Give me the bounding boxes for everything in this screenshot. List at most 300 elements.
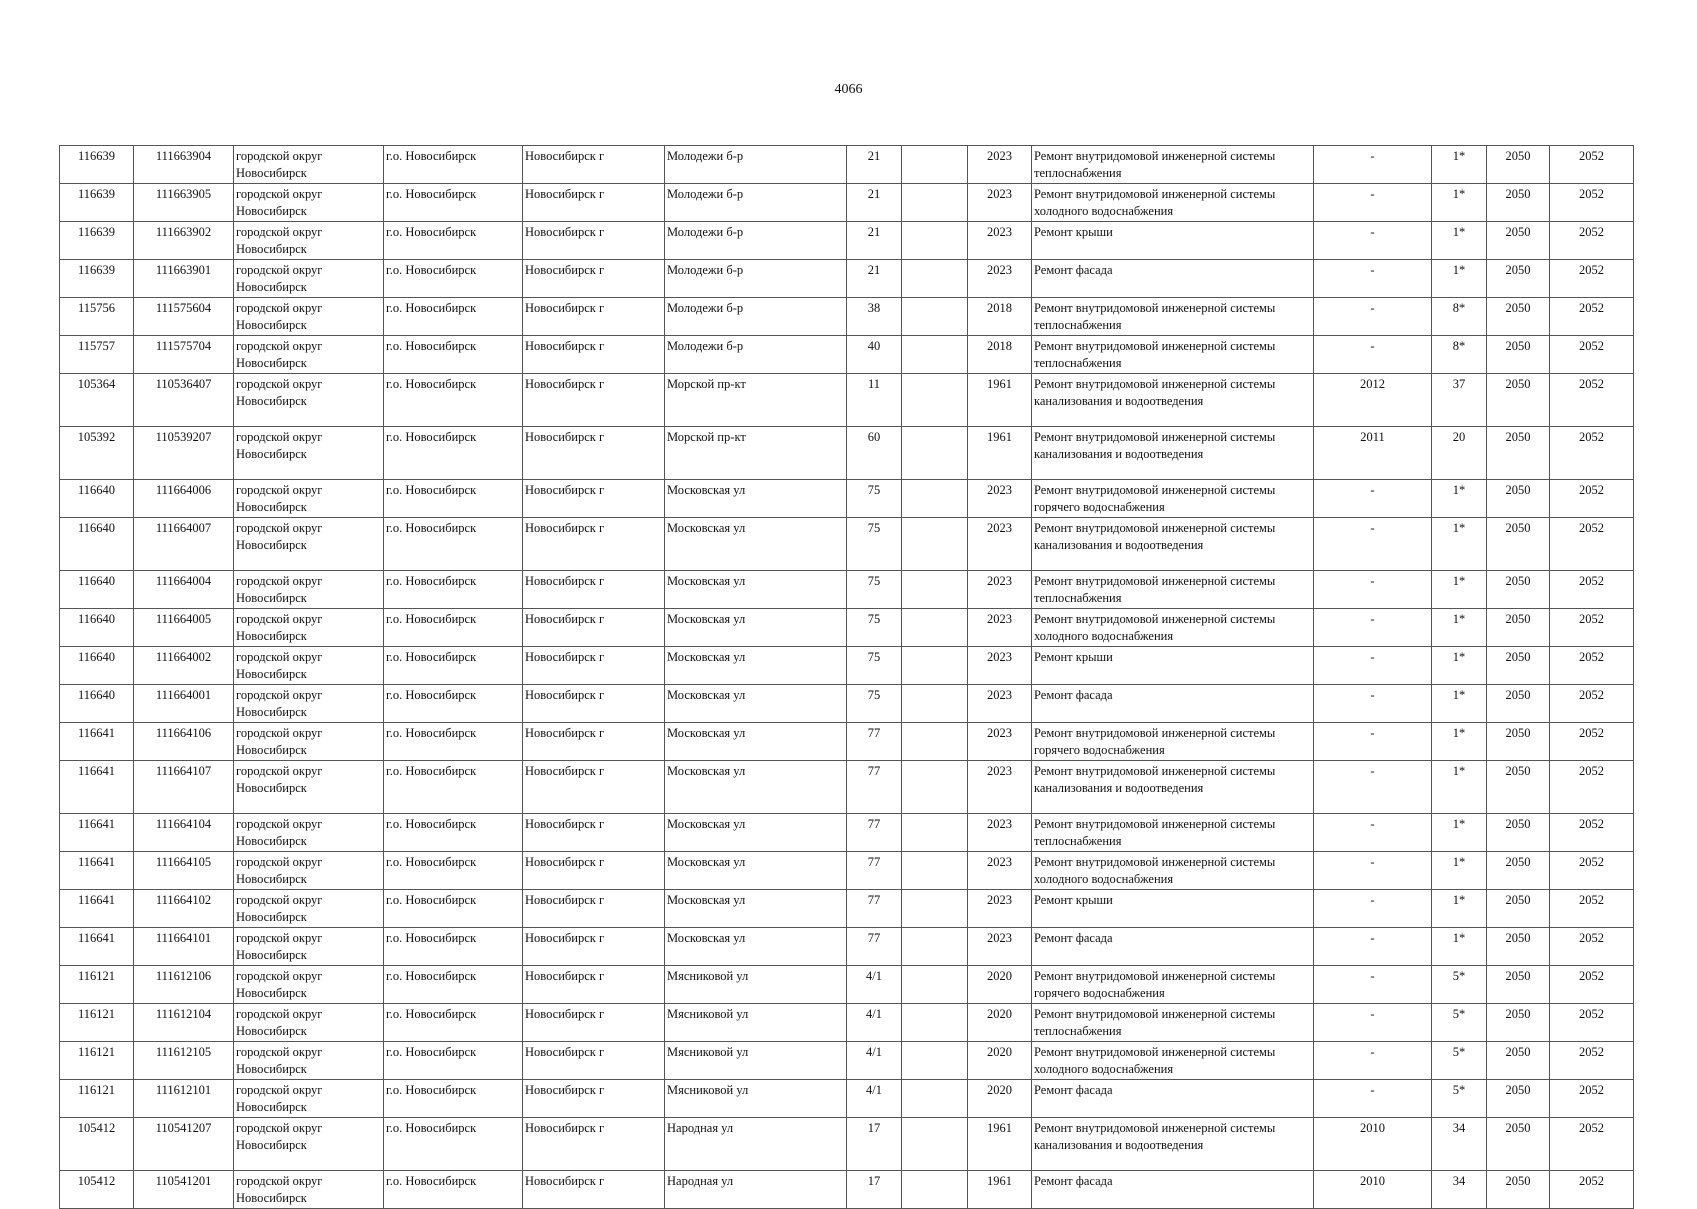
street-cell: Московская ул [665, 685, 847, 723]
district-cell: г.о. Новосибирск [384, 1171, 523, 1209]
district-cell: г.о. Новосибирск [384, 1118, 523, 1171]
year-built-cell: 2023 [968, 571, 1032, 609]
municipality-cell: городской округ Новосибирск [234, 1080, 384, 1118]
house-number-cell: 38 [847, 298, 902, 336]
work-code-cell: 111663902 [134, 222, 234, 260]
building-number-cell [902, 685, 968, 723]
record-id-cell: 116639 [60, 184, 134, 222]
last-repair-year-cell: - [1314, 647, 1432, 685]
street-cell: Московская ул [665, 814, 847, 852]
work-type-cell: Ремонт внутридомовой инженерной системы горячего водоснабжения [1032, 480, 1314, 518]
year-built-cell: 2023 [968, 890, 1032, 928]
year-built-cell: 1961 [968, 374, 1032, 427]
locality-cell: Новосибирск г [523, 723, 665, 761]
house-number-cell: 77 [847, 761, 902, 814]
year-built-cell: 2023 [968, 518, 1032, 571]
house-number-cell: 77 [847, 852, 902, 890]
work-type-cell: Ремонт крыши [1032, 647, 1314, 685]
table-row [60, 1004, 1634, 1042]
building-number-cell [902, 480, 968, 518]
street-cell: Народная ул [665, 1118, 847, 1171]
municipality-cell: городской округ Новосибирск [234, 260, 384, 298]
work-type-cell: Ремонт внутридомовой инженерной системы канализования и водоотведения [1032, 374, 1314, 427]
year-built-cell: 1961 [968, 1118, 1032, 1171]
table-row [60, 298, 1634, 336]
locality-cell: Новосибирск г [523, 518, 665, 571]
work-type-cell: Ремонт внутридомовой инженерной системы канализования и водоотведения [1032, 1118, 1314, 1171]
building-number-cell [902, 1118, 968, 1171]
locality-cell: Новосибирск г [523, 685, 665, 723]
street-cell: Морской пр-кт [665, 427, 847, 480]
wear-value-cell: 1* [1432, 609, 1487, 647]
municipality-cell: городской округ Новосибирск [234, 609, 384, 647]
table-row [60, 518, 1634, 571]
locality-cell: Новосибирск г [523, 336, 665, 374]
work-code-cell: 111664002 [134, 647, 234, 685]
plan-start-year-cell: 2050 [1487, 1171, 1550, 1209]
locality-cell: Новосибирск г [523, 146, 665, 184]
table-row [60, 814, 1634, 852]
year-built-cell: 2023 [968, 685, 1032, 723]
last-repair-year-cell: - [1314, 184, 1432, 222]
building-number-cell [902, 1080, 968, 1118]
municipality-cell: городской округ Новосибирск [234, 571, 384, 609]
municipality-cell: городской округ Новосибирск [234, 336, 384, 374]
street-cell: Московская ул [665, 852, 847, 890]
locality-cell: Новосибирск г [523, 890, 665, 928]
record-id-cell: 116121 [60, 1080, 134, 1118]
building-number-cell [902, 222, 968, 260]
work-type-cell: Ремонт фасада [1032, 685, 1314, 723]
municipality-cell: городской округ Новосибирск [234, 647, 384, 685]
table-row [60, 427, 1634, 480]
plan-start-year-cell: 2050 [1487, 814, 1550, 852]
plan-end-year-cell: 2052 [1550, 1118, 1634, 1171]
plan-end-year-cell: 2052 [1550, 427, 1634, 480]
record-id-cell: 116640 [60, 571, 134, 609]
record-id-cell: 116121 [60, 1042, 134, 1080]
table-row [60, 1171, 1634, 1209]
last-repair-year-cell: - [1314, 571, 1432, 609]
work-code-cell: 111664106 [134, 723, 234, 761]
work-code-cell: 111664102 [134, 890, 234, 928]
building-number-cell [902, 1004, 968, 1042]
year-built-cell: 2023 [968, 814, 1032, 852]
work-type-cell: Ремонт внутридомовой инженерной системы холодного водоснабжения [1032, 609, 1314, 647]
house-number-cell: 75 [847, 685, 902, 723]
house-number-cell: 11 [847, 374, 902, 427]
street-cell: Народная ул [665, 1171, 847, 1209]
page-number: 4066 [834, 82, 863, 97]
wear-value-cell: 34 [1432, 1171, 1487, 1209]
street-cell: Молодежи б-р [665, 146, 847, 184]
locality-cell: Новосибирск г [523, 571, 665, 609]
wear-value-cell: 5* [1432, 1004, 1487, 1042]
work-type-cell: Ремонт внутридомовой инженерной системы теплоснабжения [1032, 814, 1314, 852]
record-id-cell: 116641 [60, 761, 134, 814]
house-number-cell: 40 [847, 336, 902, 374]
building-number-cell [902, 571, 968, 609]
building-number-cell [902, 609, 968, 647]
district-cell: г.о. Новосибирск [384, 647, 523, 685]
year-built-cell: 2023 [968, 609, 1032, 647]
year-built-cell: 2023 [968, 928, 1032, 966]
plan-end-year-cell: 2052 [1550, 723, 1634, 761]
plan-start-year-cell: 2050 [1487, 298, 1550, 336]
table-row [60, 609, 1634, 647]
work-code-cell: 111663904 [134, 146, 234, 184]
year-built-cell: 2020 [968, 1004, 1032, 1042]
plan-start-year-cell: 2050 [1487, 222, 1550, 260]
plan-end-year-cell: 2052 [1550, 480, 1634, 518]
record-id-cell: 115757 [60, 336, 134, 374]
district-cell: г.о. Новосибирск [384, 222, 523, 260]
table-row [60, 966, 1634, 1004]
plan-start-year-cell: 2050 [1487, 647, 1550, 685]
last-repair-year-cell: 2010 [1314, 1118, 1432, 1171]
municipality-cell: городской округ Новосибирск [234, 890, 384, 928]
house-number-cell: 77 [847, 928, 902, 966]
last-repair-year-cell: - [1314, 761, 1432, 814]
plan-end-year-cell: 2052 [1550, 222, 1634, 260]
year-built-cell: 2023 [968, 480, 1032, 518]
record-id-cell: 115756 [60, 298, 134, 336]
plan-start-year-cell: 2050 [1487, 518, 1550, 571]
district-cell: г.о. Новосибирск [384, 685, 523, 723]
district-cell: г.о. Новосибирск [384, 571, 523, 609]
house-number-cell: 77 [847, 890, 902, 928]
table-row [60, 647, 1634, 685]
building-number-cell [902, 260, 968, 298]
building-number-cell [902, 336, 968, 374]
work-type-cell: Ремонт внутридомовой инженерной системы холодного водоснабжения [1032, 1042, 1314, 1080]
work-code-cell: 111664005 [134, 609, 234, 647]
table-row [60, 336, 1634, 374]
record-id-cell: 116641 [60, 928, 134, 966]
district-cell: г.о. Новосибирск [384, 966, 523, 1004]
work-type-cell: Ремонт внутридомовой инженерной системы канализования и водоотведения [1032, 518, 1314, 571]
record-id-cell: 116641 [60, 814, 134, 852]
plan-start-year-cell: 2050 [1487, 427, 1550, 480]
house-number-cell: 60 [847, 427, 902, 480]
house-number-cell: 4/1 [847, 1004, 902, 1042]
wear-value-cell: 34 [1432, 1118, 1487, 1171]
wear-value-cell: 1* [1432, 723, 1487, 761]
work-code-cell: 111575704 [134, 336, 234, 374]
year-built-cell: 2023 [968, 647, 1032, 685]
work-type-cell: Ремонт фасада [1032, 1080, 1314, 1118]
street-cell: Молодежи б-р [665, 298, 847, 336]
street-cell: Молодежи б-р [665, 336, 847, 374]
house-number-cell: 21 [847, 260, 902, 298]
last-repair-year-cell: - [1314, 298, 1432, 336]
record-id-cell: 116640 [60, 685, 134, 723]
building-number-cell [902, 890, 968, 928]
work-type-cell: Ремонт внутридомовой инженерной системы теплоснабжения [1032, 1004, 1314, 1042]
municipality-cell: городской округ Новосибирск [234, 1004, 384, 1042]
house-number-cell: 17 [847, 1118, 902, 1171]
building-number-cell [902, 1042, 968, 1080]
year-built-cell: 2023 [968, 146, 1032, 184]
house-number-cell: 4/1 [847, 1042, 902, 1080]
wear-value-cell: 5* [1432, 966, 1487, 1004]
street-cell: Московская ул [665, 609, 847, 647]
plan-end-year-cell: 2052 [1550, 374, 1634, 427]
work-code-cell: 111664004 [134, 571, 234, 609]
record-id-cell: 116640 [60, 518, 134, 571]
district-cell: г.о. Новосибирск [384, 1080, 523, 1118]
record-id-cell: 116640 [60, 480, 134, 518]
table-row [60, 761, 1634, 814]
last-repair-year-cell: - [1314, 609, 1432, 647]
street-cell: Московская ул [665, 647, 847, 685]
plan-end-year-cell: 2052 [1550, 609, 1634, 647]
last-repair-year-cell: - [1314, 928, 1432, 966]
plan-start-year-cell: 2050 [1487, 928, 1550, 966]
house-number-cell: 4/1 [847, 1080, 902, 1118]
plan-end-year-cell: 2052 [1550, 1042, 1634, 1080]
locality-cell: Новосибирск г [523, 1042, 665, 1080]
house-number-cell: 75 [847, 609, 902, 647]
last-repair-year-cell: - [1314, 480, 1432, 518]
plan-start-year-cell: 2050 [1487, 852, 1550, 890]
work-code-cell: 111664101 [134, 928, 234, 966]
year-built-cell: 2023 [968, 260, 1032, 298]
building-number-cell [902, 852, 968, 890]
street-cell: Московская ул [665, 890, 847, 928]
work-type-cell: Ремонт внутридомовой инженерной системы горячего водоснабжения [1032, 723, 1314, 761]
table-row [60, 1118, 1634, 1171]
building-number-cell [902, 814, 968, 852]
last-repair-year-cell: - [1314, 852, 1432, 890]
record-id-cell: 116639 [60, 146, 134, 184]
year-built-cell: 2018 [968, 298, 1032, 336]
street-cell: Мясниковой ул [665, 1080, 847, 1118]
work-type-cell: Ремонт внутридомовой инженерной системы теплоснабжения [1032, 298, 1314, 336]
wear-value-cell: 37 [1432, 374, 1487, 427]
district-cell: г.о. Новосибирск [384, 814, 523, 852]
municipality-cell: городской округ Новосибирск [234, 184, 384, 222]
plan-end-year-cell: 2052 [1550, 260, 1634, 298]
house-number-cell: 21 [847, 146, 902, 184]
plan-start-year-cell: 2050 [1487, 260, 1550, 298]
house-number-cell: 4/1 [847, 966, 902, 1004]
wear-value-cell: 1* [1432, 222, 1487, 260]
district-cell: г.о. Новосибирск [384, 723, 523, 761]
year-built-cell: 2023 [968, 761, 1032, 814]
year-built-cell: 2023 [968, 184, 1032, 222]
table-row [60, 146, 1634, 184]
table-row [60, 480, 1634, 518]
locality-cell: Новосибирск г [523, 1118, 665, 1171]
plan-end-year-cell: 2052 [1550, 890, 1634, 928]
record-id-cell: 116639 [60, 260, 134, 298]
district-cell: г.о. Новосибирск [384, 761, 523, 814]
municipality-cell: городской округ Новосибирск [234, 427, 384, 480]
work-code-cell: 111664104 [134, 814, 234, 852]
street-cell: Молодежи б-р [665, 260, 847, 298]
district-cell: г.о. Новосибирск [384, 374, 523, 427]
plan-start-year-cell: 2050 [1487, 480, 1550, 518]
table-row [60, 184, 1634, 222]
building-number-cell [902, 647, 968, 685]
wear-value-cell: 1* [1432, 260, 1487, 298]
locality-cell: Новосибирск г [523, 928, 665, 966]
locality-cell: Новосибирск г [523, 427, 665, 480]
wear-value-cell: 1* [1432, 146, 1487, 184]
work-type-cell: Ремонт крыши [1032, 890, 1314, 928]
municipality-cell: городской округ Новосибирск [234, 1118, 384, 1171]
locality-cell: Новосибирск г [523, 260, 665, 298]
table-row [60, 571, 1634, 609]
work-type-cell: Ремонт внутридомовой инженерной системы теплоснабжения [1032, 146, 1314, 184]
plan-start-year-cell: 2050 [1487, 723, 1550, 761]
wear-value-cell: 1* [1432, 518, 1487, 571]
house-number-cell: 77 [847, 723, 902, 761]
plan-start-year-cell: 2050 [1487, 685, 1550, 723]
last-repair-year-cell: - [1314, 222, 1432, 260]
work-code-cell: 111575604 [134, 298, 234, 336]
work-type-cell: Ремонт внутридомовой инженерной системы холодного водоснабжения [1032, 852, 1314, 890]
locality-cell: Новосибирск г [523, 184, 665, 222]
wear-value-cell: 1* [1432, 480, 1487, 518]
municipality-cell: городской округ Новосибирск [234, 723, 384, 761]
year-built-cell: 2023 [968, 723, 1032, 761]
record-id-cell: 105412 [60, 1118, 134, 1171]
building-number-cell [902, 427, 968, 480]
work-code-cell: 111663901 [134, 260, 234, 298]
district-cell: г.о. Новосибирск [384, 852, 523, 890]
work-type-cell: Ремонт фасада [1032, 928, 1314, 966]
work-code-cell: 111664107 [134, 761, 234, 814]
record-id-cell: 116121 [60, 966, 134, 1004]
plan-end-year-cell: 2052 [1550, 761, 1634, 814]
last-repair-year-cell: - [1314, 1042, 1432, 1080]
house-number-cell: 75 [847, 518, 902, 571]
plan-start-year-cell: 2050 [1487, 1004, 1550, 1042]
work-type-cell: Ремонт внутридомовой инженерной системы канализования и водоотведения [1032, 427, 1314, 480]
wear-value-cell: 1* [1432, 685, 1487, 723]
table-row [60, 852, 1634, 890]
building-number-cell [902, 723, 968, 761]
wear-value-cell: 1* [1432, 814, 1487, 852]
work-code-cell: 111612106 [134, 966, 234, 1004]
house-number-cell: 17 [847, 1171, 902, 1209]
street-cell: Московская ул [665, 761, 847, 814]
work-code-cell: 111664006 [134, 480, 234, 518]
plan-end-year-cell: 2052 [1550, 966, 1634, 1004]
record-id-cell: 116640 [60, 609, 134, 647]
locality-cell: Новосибирск г [523, 480, 665, 518]
locality-cell: Новосибирск г [523, 1171, 665, 1209]
year-built-cell: 2020 [968, 1080, 1032, 1118]
last-repair-year-cell: 2011 [1314, 427, 1432, 480]
plan-start-year-cell: 2050 [1487, 966, 1550, 1004]
street-cell: Мясниковой ул [665, 1004, 847, 1042]
locality-cell: Новосибирск г [523, 222, 665, 260]
table-row [60, 1080, 1634, 1118]
record-id-cell: 116121 [60, 1004, 134, 1042]
locality-cell: Новосибирск г [523, 609, 665, 647]
work-type-cell: Ремонт внутридомовой инженерной системы теплоснабжения [1032, 336, 1314, 374]
municipality-cell: городской округ Новосибирск [234, 685, 384, 723]
municipality-cell: городской округ Новосибирск [234, 374, 384, 427]
last-repair-year-cell: 2012 [1314, 374, 1432, 427]
last-repair-year-cell: - [1314, 685, 1432, 723]
locality-cell: Новосибирск г [523, 298, 665, 336]
building-number-cell [902, 966, 968, 1004]
record-id-cell: 116639 [60, 222, 134, 260]
last-repair-year-cell: - [1314, 260, 1432, 298]
repair-registry-table [59, 145, 1634, 1209]
municipality-cell: городской округ Новосибирск [234, 222, 384, 260]
work-type-cell: Ремонт внутридомовой инженерной системы теплоснабжения [1032, 571, 1314, 609]
record-id-cell: 116641 [60, 723, 134, 761]
plan-end-year-cell: 2052 [1550, 647, 1634, 685]
last-repair-year-cell: 2010 [1314, 1171, 1432, 1209]
wear-value-cell: 1* [1432, 928, 1487, 966]
work-type-cell: Ремонт крыши [1032, 222, 1314, 260]
building-number-cell [902, 518, 968, 571]
plan-end-year-cell: 2052 [1550, 1171, 1634, 1209]
plan-start-year-cell: 2050 [1487, 184, 1550, 222]
plan-end-year-cell: 2052 [1550, 518, 1634, 571]
table-row [60, 260, 1634, 298]
locality-cell: Новосибирск г [523, 374, 665, 427]
locality-cell: Новосибирск г [523, 814, 665, 852]
building-number-cell [902, 1171, 968, 1209]
last-repair-year-cell: - [1314, 336, 1432, 374]
record-id-cell: 116640 [60, 647, 134, 685]
table-row [60, 890, 1634, 928]
year-built-cell: 1961 [968, 427, 1032, 480]
wear-value-cell: 5* [1432, 1042, 1487, 1080]
district-cell: г.о. Новосибирск [384, 184, 523, 222]
street-cell: Московская ул [665, 480, 847, 518]
last-repair-year-cell: - [1314, 1080, 1432, 1118]
last-repair-year-cell: - [1314, 146, 1432, 184]
wear-value-cell: 1* [1432, 852, 1487, 890]
house-number-cell: 21 [847, 184, 902, 222]
work-type-cell: Ремонт внутридомовой инженерной системы холодного водоснабжения [1032, 184, 1314, 222]
district-cell: г.о. Новосибирск [384, 336, 523, 374]
work-code-cell: 110539207 [134, 427, 234, 480]
work-code-cell: 110536407 [134, 374, 234, 427]
district-cell: г.о. Новосибирск [384, 928, 523, 966]
table-row [60, 1042, 1634, 1080]
wear-value-cell: 1* [1432, 571, 1487, 609]
municipality-cell: городской округ Новосибирск [234, 1171, 384, 1209]
wear-value-cell: 8* [1432, 336, 1487, 374]
work-type-cell: Ремонт фасада [1032, 1171, 1314, 1209]
last-repair-year-cell: - [1314, 1004, 1432, 1042]
municipality-cell: городской округ Новосибирск [234, 814, 384, 852]
work-type-cell: Ремонт внутридомовой инженерной системы горячего водоснабжения [1032, 966, 1314, 1004]
last-repair-year-cell: - [1314, 966, 1432, 1004]
municipality-cell: городской округ Новосибирск [234, 928, 384, 966]
house-number-cell: 75 [847, 647, 902, 685]
locality-cell: Новосибирск г [523, 647, 665, 685]
record-id-cell: 116641 [60, 852, 134, 890]
building-number-cell [902, 184, 968, 222]
house-number-cell: 21 [847, 222, 902, 260]
locality-cell: Новосибирск г [523, 966, 665, 1004]
district-cell: г.о. Новосибирск [384, 480, 523, 518]
house-number-cell: 75 [847, 480, 902, 518]
record-id-cell: 105392 [60, 427, 134, 480]
plan-start-year-cell: 2050 [1487, 1042, 1550, 1080]
municipality-cell: городской округ Новосибирск [234, 1042, 384, 1080]
